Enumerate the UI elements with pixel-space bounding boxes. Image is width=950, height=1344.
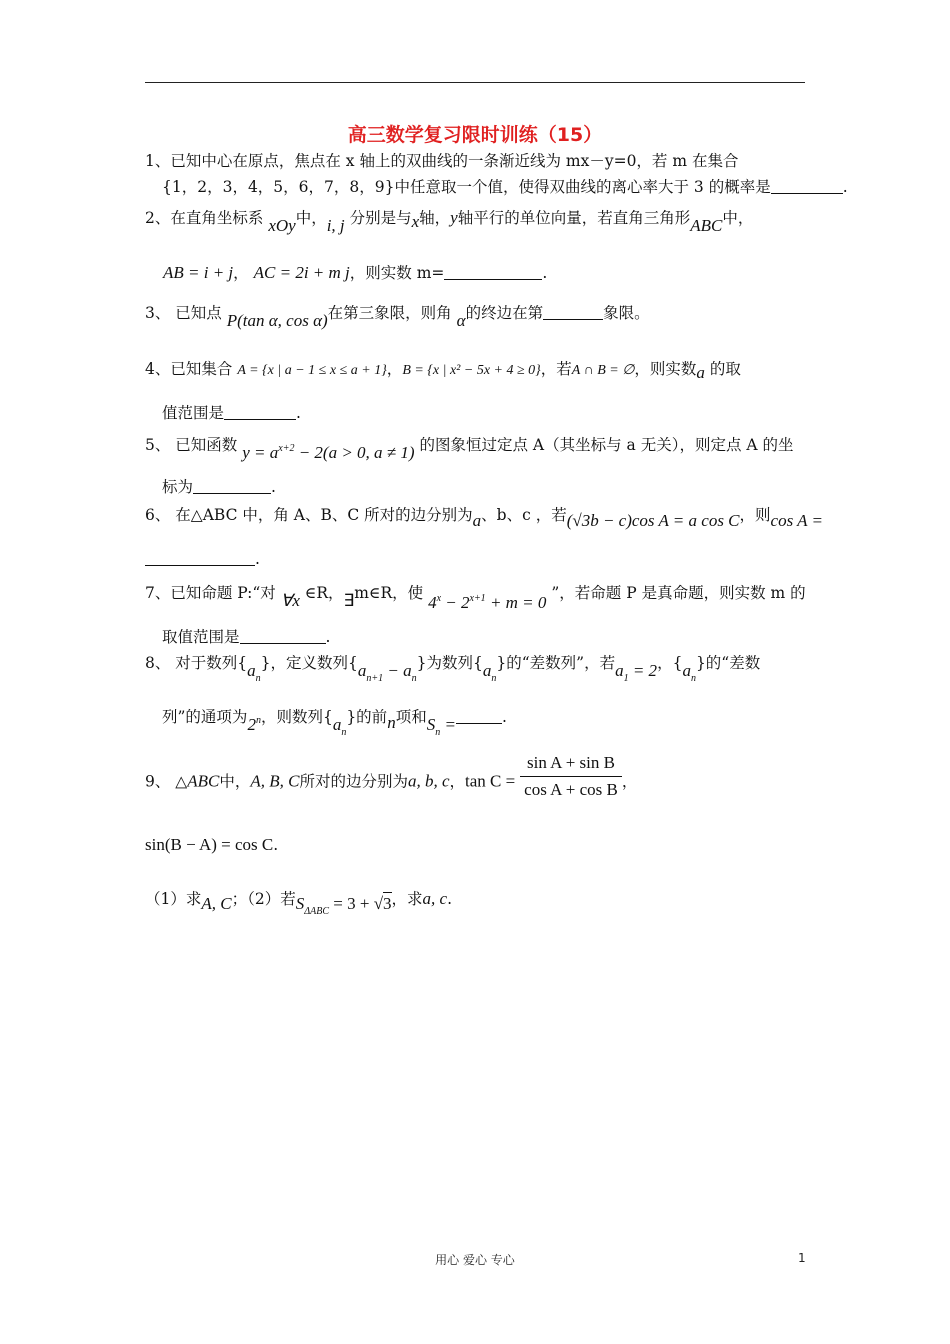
math-subscript: n bbox=[341, 727, 347, 738]
q4-text: 值范围是 bbox=[162, 404, 225, 422]
answer-blank bbox=[224, 405, 296, 420]
q9-part-2: ；（2）若 bbox=[231, 890, 296, 908]
math-plus-m: + m = 0 bbox=[485, 593, 547, 612]
q4-period: . bbox=[296, 404, 301, 422]
q6-text: ，则 bbox=[739, 506, 771, 524]
math-a: a bbox=[482, 661, 492, 680]
q6-text: 6、 在△ABC 中，角 A、B、C 所对的边分别为 bbox=[145, 506, 473, 524]
answer-blank bbox=[771, 179, 843, 194]
math-s: S bbox=[295, 894, 305, 913]
answer-blank bbox=[193, 479, 271, 494]
q2-text: 中， bbox=[722, 209, 754, 227]
question-4-line-1 bbox=[145, 358, 741, 382]
math-a: a bbox=[247, 661, 256, 680]
q3-text: 在第三象限，则角 bbox=[327, 304, 452, 322]
q8-text: ，{ bbox=[657, 654, 683, 672]
math-sn bbox=[426, 715, 456, 738]
q9-text: 中， bbox=[219, 772, 251, 791]
q1-text: 1、已知中心在原点，焦点在 x 轴上的双曲线的一条渐近线为 mx－y=0，若 m 在集合 bbox=[145, 152, 739, 170]
q7-text: 取值范围是 bbox=[162, 628, 240, 646]
q3-text: 象限。 bbox=[603, 304, 650, 322]
question-8-line-1 bbox=[145, 652, 760, 682]
math-intersection: A ∩ B = ∅ bbox=[571, 363, 635, 378]
math-a-c: a, c bbox=[422, 889, 448, 908]
q2-text: 2、在直角坐标系 bbox=[145, 209, 264, 227]
q2-text: 轴平行的单位向量，若直角三角形 bbox=[457, 209, 691, 227]
math-abc: ABC bbox=[690, 216, 723, 235]
q6-text: 、b、c ，若 bbox=[481, 506, 567, 524]
math-base-2: − 2 bbox=[441, 593, 470, 612]
math-a: a bbox=[357, 661, 367, 680]
math-area bbox=[295, 894, 392, 917]
math-cos-a: cos A = bbox=[770, 511, 823, 530]
q8-text: 列”的通项为 bbox=[162, 708, 248, 726]
q2-text: 分别是与 bbox=[349, 209, 412, 227]
math-radicand: 3 bbox=[383, 894, 392, 913]
math-subscript: n bbox=[411, 673, 417, 684]
q3-text: 3、 已知点 bbox=[145, 304, 222, 322]
q1-text-2: {1，2，3，4，5，6，7，8，9}中任意取一个值，使得双曲线的离心率大于 3 的概率是 bbox=[162, 178, 771, 196]
question-1-line-2 bbox=[162, 176, 848, 198]
math-subscript: ΔABC bbox=[304, 906, 329, 917]
math-equals-3-plus: = 3 + bbox=[329, 894, 374, 913]
q6-period: . bbox=[255, 550, 260, 568]
page-number: 1 bbox=[798, 1251, 806, 1265]
math-subscript: 1 bbox=[623, 673, 629, 684]
q7-text: 7、已知命题 P:“对 bbox=[145, 584, 276, 602]
q8-text: }，定义数列{ bbox=[260, 654, 358, 672]
math-sqrt-sign: √ bbox=[373, 894, 384, 913]
math-subscript: n bbox=[255, 673, 261, 684]
question-2-line-1 bbox=[145, 207, 754, 235]
math-fraction bbox=[520, 752, 622, 801]
q8-text: 项和 bbox=[395, 708, 427, 726]
math-a-c: A, C bbox=[201, 894, 232, 913]
q5-text: 标为 bbox=[162, 478, 194, 496]
math-an bbox=[247, 661, 261, 684]
q9-text: ，求 bbox=[391, 890, 423, 908]
math-2: 2 bbox=[247, 715, 256, 734]
q7-text: m∈R，使 bbox=[354, 584, 424, 602]
question-9-line-2 bbox=[145, 834, 278, 856]
math-xoy: xOy bbox=[268, 216, 296, 235]
math-base-4: 4 bbox=[428, 593, 437, 612]
fraction-denominator: cos A + cos B bbox=[524, 780, 618, 799]
math-a: a bbox=[332, 715, 342, 734]
q4-text: ，若 bbox=[540, 360, 572, 378]
question-1-line-1 bbox=[145, 150, 738, 172]
math-exponent: x+2 bbox=[278, 443, 295, 454]
math-set-b: B = {x | x² − 5x + 4 ≥ 0} bbox=[402, 363, 541, 378]
math-ab: AB = i + j bbox=[163, 263, 234, 282]
question-3 bbox=[145, 302, 650, 330]
question-9-line-1 bbox=[145, 753, 638, 807]
math-tan-c: tan C = bbox=[465, 771, 516, 791]
math-ac: AC = 2i + m j bbox=[253, 263, 350, 282]
q5-text: 的图象恒过定点 A（其坐标与 a 无关），则定点 A 的坐 bbox=[419, 436, 794, 454]
q9-text: ， bbox=[449, 772, 466, 791]
math-forall: ∀x bbox=[280, 591, 300, 610]
q8-text: }的前 bbox=[346, 708, 388, 726]
answer-blank bbox=[543, 305, 603, 320]
math-abc: ABC bbox=[187, 771, 220, 791]
footer-text: 用心 爱心 专心 bbox=[435, 1253, 515, 1267]
q5-period: . bbox=[271, 478, 276, 496]
math-point-p: P(tan α, cos α) bbox=[226, 311, 328, 330]
q8-period: . bbox=[501, 708, 507, 726]
q2-text: 中， bbox=[295, 209, 327, 227]
q9-period: . bbox=[273, 836, 279, 854]
math-equation bbox=[428, 594, 546, 612]
math-equals-2: = 2 bbox=[628, 661, 658, 680]
answer-blank bbox=[145, 551, 255, 566]
q5-text: 5、 已知函数 bbox=[145, 436, 238, 454]
q8-text: }为数列{ bbox=[416, 654, 483, 672]
math-n: n bbox=[387, 713, 396, 732]
math-an bbox=[332, 715, 347, 738]
q2-text: 轴， bbox=[419, 209, 451, 227]
question-2-line-2 bbox=[163, 262, 547, 284]
q1-period: . bbox=[842, 178, 848, 196]
q7-text: ∈R， bbox=[304, 584, 344, 602]
math-subscript: n bbox=[435, 727, 441, 738]
math-set-a: A = {x | a − 1 ≤ x ≤ a + 1} bbox=[237, 363, 387, 378]
math-a: a bbox=[615, 661, 624, 680]
math-sides: a, b, c bbox=[407, 771, 450, 791]
answer-blank bbox=[456, 709, 502, 724]
q7-period: . bbox=[325, 628, 331, 646]
math-alpha: α bbox=[456, 311, 466, 330]
answer-blank bbox=[240, 629, 326, 644]
q4-text: 4、已知集合 bbox=[145, 360, 233, 378]
q4-text: ， bbox=[386, 360, 403, 378]
math-exponent: x bbox=[436, 593, 442, 604]
math-an bbox=[682, 661, 696, 684]
question-7-line-2 bbox=[162, 626, 330, 648]
question-8-line-2 bbox=[162, 702, 507, 736]
math-y: y bbox=[450, 208, 458, 227]
math-an bbox=[482, 661, 497, 684]
q2-period: . bbox=[542, 264, 548, 282]
q7-text: ”，若命题 P 是真命题，则实数 m 的 bbox=[551, 584, 806, 602]
math-equals: = bbox=[440, 715, 456, 734]
q3-text: 的终边在第 bbox=[465, 304, 544, 322]
question-9-parts bbox=[145, 888, 452, 918]
math-subscript: n bbox=[491, 673, 497, 684]
math-a: a bbox=[696, 363, 705, 382]
question-5-line-1 bbox=[145, 430, 794, 462]
math-2n bbox=[247, 716, 261, 734]
math-function bbox=[242, 444, 414, 462]
fraction-numerator: sin A + sin B bbox=[520, 752, 622, 777]
header-rule bbox=[145, 82, 805, 83]
page-title: 高三数学复习限时训练（15） bbox=[347, 124, 603, 146]
math-equation: (√3b − c)cos A = a cos C bbox=[566, 511, 740, 530]
math-sin-b-a: sin(B − A) = cos C bbox=[145, 835, 274, 854]
math-exponent: n bbox=[255, 715, 261, 726]
math-y-a: y = a bbox=[242, 443, 279, 462]
math-exists: ∃ bbox=[343, 591, 355, 610]
question-4-line-2 bbox=[162, 402, 301, 424]
math-x: x bbox=[411, 212, 420, 231]
math-diff bbox=[357, 661, 417, 684]
q4-text: 的取 bbox=[709, 360, 741, 378]
question-6-line-1 bbox=[145, 504, 823, 530]
q9-text: 所对的边分别为 bbox=[299, 772, 408, 791]
math-a: a bbox=[682, 661, 691, 680]
q4-text: ，则实数 bbox=[634, 360, 697, 378]
math-ij: i, j bbox=[326, 216, 345, 235]
answer-blank bbox=[444, 265, 542, 280]
math-s: S bbox=[426, 715, 436, 734]
q8-text: }的“差数 bbox=[695, 654, 761, 672]
math-exponent: x+1 bbox=[469, 593, 486, 604]
math-condition: − 2(a > 0, a ≠ 1) bbox=[294, 443, 415, 462]
q8-text: ，则数列{ bbox=[260, 708, 333, 726]
question-6-line-2 bbox=[145, 548, 260, 570]
q9-period: . bbox=[447, 890, 453, 908]
math-minus-a: − a bbox=[383, 661, 412, 680]
math-a: a bbox=[472, 511, 482, 530]
q8-text: 8、 对于数列{ bbox=[145, 654, 248, 672]
q9-text: 9、 △ bbox=[145, 772, 188, 791]
question-7-line-1 bbox=[145, 578, 806, 612]
q2-text: ， bbox=[233, 264, 249, 282]
math-subscript: n+1 bbox=[366, 673, 384, 684]
q9-part-1: （1）求 bbox=[145, 890, 202, 908]
math-a1 bbox=[615, 661, 658, 684]
math-subscript: n bbox=[690, 673, 696, 684]
q2-text: ，则实数 m= bbox=[349, 264, 445, 282]
question-5-line-2 bbox=[162, 476, 276, 498]
math-angles: A, B, C bbox=[250, 771, 300, 791]
q8-text: }的“差数列”，若 bbox=[496, 654, 616, 672]
q9-text: ， bbox=[621, 772, 638, 791]
